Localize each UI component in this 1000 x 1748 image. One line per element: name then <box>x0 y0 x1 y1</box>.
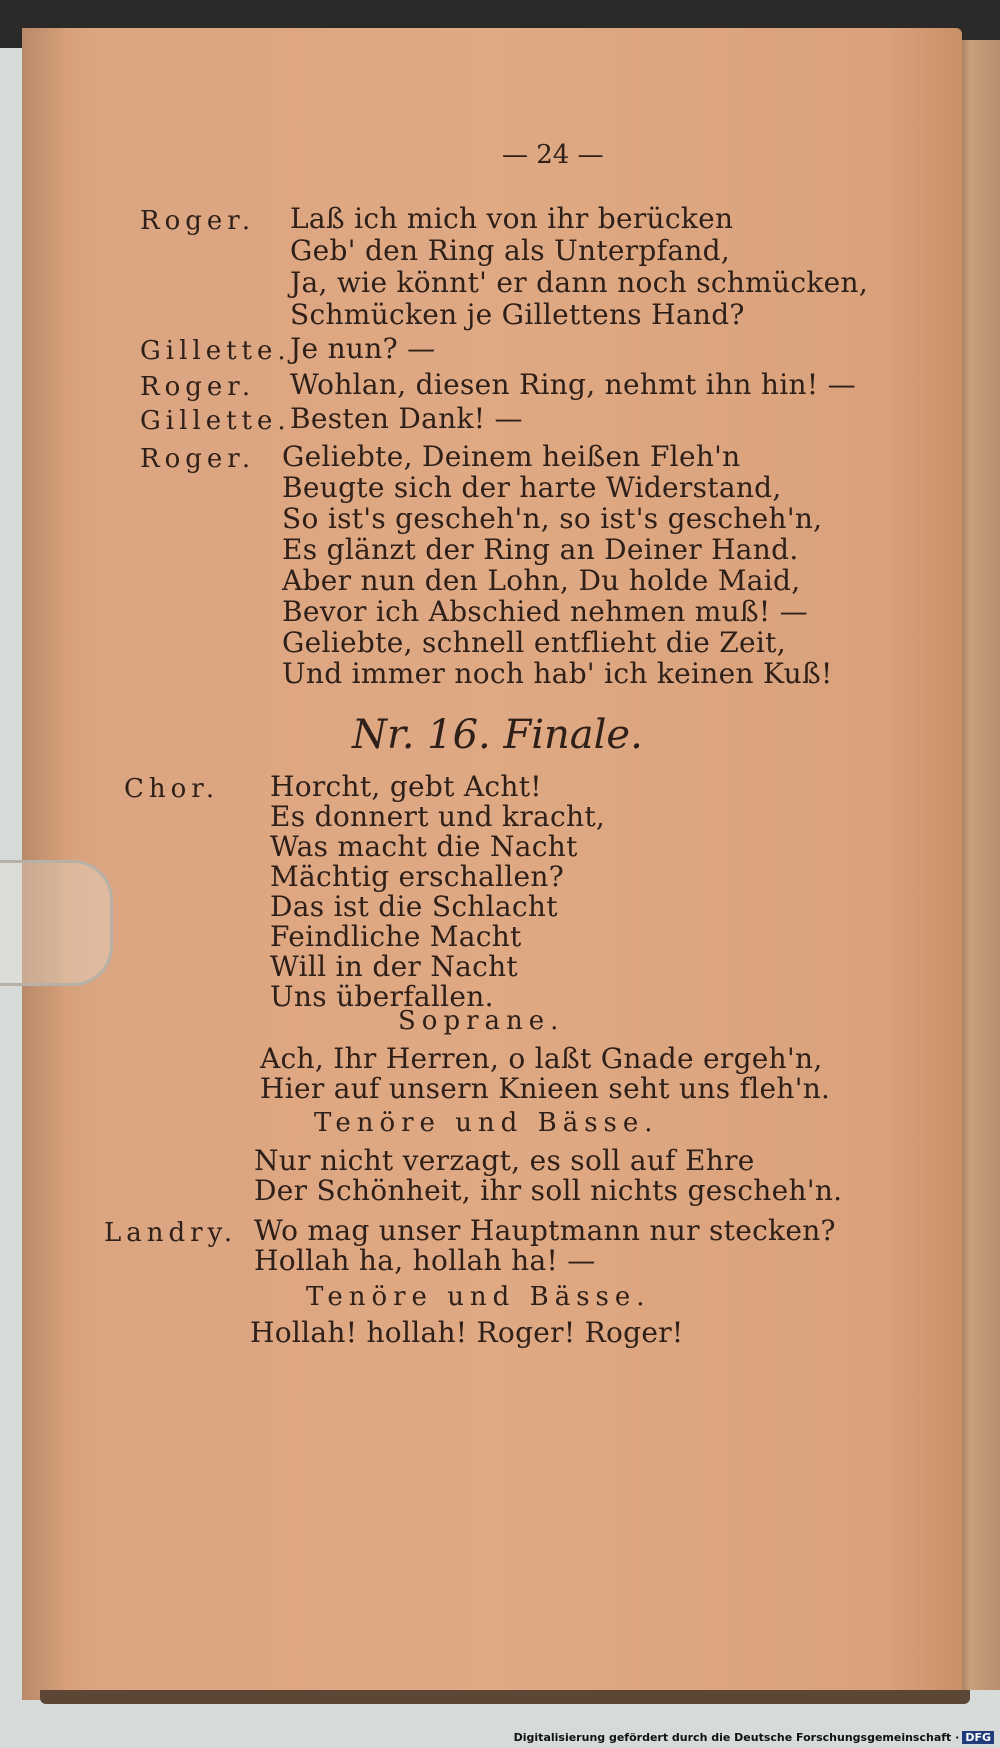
verse-line: Geliebte, Deinem heißen Fleh'n <box>282 440 741 473</box>
verse-line: Wohlan, diesen Ring, nehmt ihn hin! — <box>290 368 856 401</box>
speaker-landry: Landry. <box>104 1218 238 1248</box>
speaker-chor: Chor. <box>124 774 220 804</box>
verse-line: Ach, Ihr Herren, o laßt Gnade ergeh'n, <box>260 1042 823 1075</box>
verse-line: Hollah! hollah! Roger! Roger! <box>250 1316 684 1349</box>
verse-line: Es glänzt der Ring an Deiner Hand. <box>282 533 799 566</box>
verse-line: Feindliche Macht <box>270 920 522 953</box>
verse-line: Laß ich mich von ihr berücken <box>290 202 734 235</box>
verse-line: Bevor ich Abschied nehmen muß! — <box>282 595 808 628</box>
speaker-roger: Roger. <box>140 444 256 474</box>
page-bottom-edge <box>40 1690 970 1704</box>
verse-line: So ist's gescheh'n, so ist's gescheh'n, <box>282 502 823 535</box>
verse-line: Horcht, gebt Acht! <box>270 770 542 803</box>
verse-line: Mächtig erschallen? <box>270 860 565 893</box>
page-clip <box>0 860 113 986</box>
verse-line: Ja, wie könnt' er dann noch schmücken, <box>290 266 869 299</box>
verse-line: Uns überfallen. <box>270 980 494 1013</box>
stage-direction-tenoere: Tenöre und Bässe. <box>314 1108 659 1138</box>
verse-line: Das ist die Schlacht <box>270 890 558 923</box>
verse-line: Und immer noch hab' ich keinen Kuß! <box>282 657 833 690</box>
verse-line: Wo mag unser Hauptmann nur stecken? <box>254 1214 836 1247</box>
section-heading: Nr. 16. Finale. <box>352 712 643 758</box>
stage-direction-soprane: Soprane. <box>398 1006 565 1036</box>
speaker-roger: Roger. <box>140 206 256 236</box>
speaker-roger: Roger. <box>140 372 256 402</box>
verse-line: Geliebte, schnell entflieht die Zeit, <box>282 626 786 659</box>
credit-text: Digitalisierung gefördert durch die Deutsche Forschungsgemeinschaft · <box>513 1731 960 1744</box>
verse-line: Je nun? — <box>290 332 436 365</box>
verse-line: Besten Dank! — <box>290 402 523 435</box>
verse-line: Aber nun den Lohn, Du holde Maid, <box>282 564 801 597</box>
verse-line: Hollah ha, hollah ha! — <box>254 1244 596 1277</box>
page-number: — 24 — <box>502 140 604 170</box>
verse-line: Der Schönheit, ihr soll nichts gescheh'n. <box>254 1174 843 1207</box>
verse-line: Nur nicht verzagt, es soll auf Ehre <box>254 1144 755 1177</box>
verse-line: Hier auf unsern Knieen seht uns fleh'n. <box>260 1072 831 1105</box>
verse-line: Was macht die Nacht <box>270 830 578 863</box>
verse-line: Es donnert und kracht, <box>270 800 606 833</box>
stage-direction-tenoere: Tenöre und Bässe. <box>306 1282 651 1312</box>
speaker-gillette: Gillette. <box>140 336 291 366</box>
verse-line: Schmücken je Gillettens Hand? <box>290 298 745 331</box>
dfg-logo: DFG <box>962 1731 994 1744</box>
digitization-credit <box>514 1731 994 1744</box>
verse-line: Beugte sich der harte Widerstand, <box>282 471 782 504</box>
verse-line: Will in der Nacht <box>270 950 518 983</box>
verse-line: Geb' den Ring als Unterpfand, <box>290 234 731 267</box>
speaker-gillette: Gillette. <box>140 406 291 436</box>
